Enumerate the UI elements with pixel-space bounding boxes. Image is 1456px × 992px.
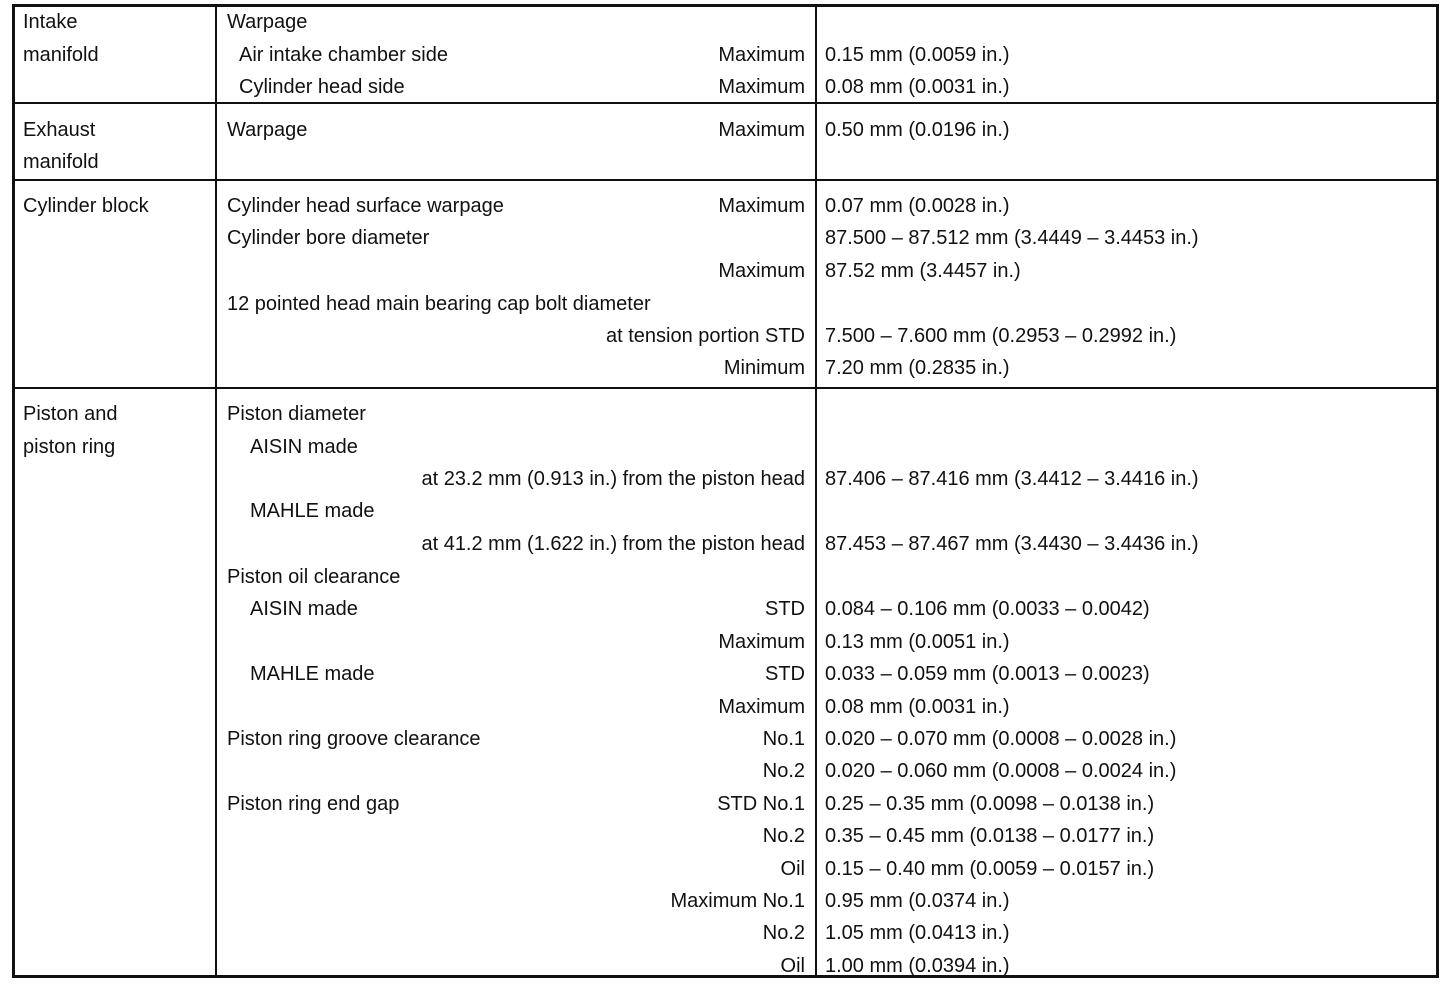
item-label: Warpage [227,119,308,141]
value-cell [817,7,1436,102]
item-cell [217,7,817,102]
item-label: Piston ring end gap [227,793,400,815]
item-label: Piston ring groove clearance [227,728,481,750]
item-label: Cylinder head side [239,76,405,98]
section-exhaust-manifold [15,104,1436,181]
category-label: Intake [23,11,78,33]
condition-label: Maximum [718,260,805,282]
spec-value: 87.52 mm (3.4457 in.) [825,260,1021,282]
category-cell [15,104,217,179]
item-label: Cylinder head surface warpage [227,195,504,217]
section-cylinder-block [15,181,1436,389]
item-label: AISIN made [250,598,358,620]
spec-value: 1.05 mm (0.0413 in.) [825,922,1010,944]
condition-label: Maximum [718,119,805,141]
spec-value: 7.500 – 7.600 mm (0.2953 – 0.2992 in.) [825,325,1177,347]
spec-value: 0.15 mm (0.0059 in.) [825,44,1010,66]
condition-label: Maximum No.1 [670,890,805,912]
section-piston-and-ring [15,389,1436,975]
category-label: manifold [23,44,99,66]
spec-value: 1.00 mm (0.0394 in.) [825,955,1010,977]
item-cell [217,389,817,975]
item-label: MAHLE made [250,663,375,685]
value-cell [817,389,1436,975]
condition-label: Maximum [718,44,805,66]
spec-value: 87.500 – 87.512 mm (3.4449 – 3.4453 in.) [825,227,1199,249]
spec-value: 87.453 – 87.467 mm (3.4430 – 3.4436 in.) [825,533,1199,555]
spec-value: 0.13 mm (0.0051 in.) [825,631,1010,653]
value-cell [817,181,1436,387]
spec-value: 0.07 mm (0.0028 in.) [825,195,1010,217]
item-cell [217,104,817,179]
condition-label: STD [765,663,805,685]
spec-value: 0.50 mm (0.0196 in.) [825,119,1010,141]
condition-label: Maximum [718,76,805,98]
item-label: 12 pointed head main bearing cap bolt diameter [227,293,651,315]
condition-label: No.2 [762,922,805,944]
spec-value: 0.95 mm (0.0374 in.) [825,890,1010,912]
condition-label: Maximum [718,696,805,718]
spec-table [12,4,1439,978]
condition-label: Maximum [718,195,805,217]
item-label: Piston diameter [227,403,366,425]
condition-label: at tension portion STD [606,325,805,347]
value-cell [817,104,1436,179]
category-label: Piston and [23,403,118,425]
spec-value: 0.08 mm (0.0031 in.) [825,76,1010,98]
spec-value: 7.20 mm (0.2835 in.) [825,357,1010,379]
item-cell [217,181,817,387]
condition-label: STD [765,598,805,620]
spec-value: 0.25 – 0.35 mm (0.0098 – 0.0138 in.) [825,793,1155,815]
spec-value: 0.08 mm (0.0031 in.) [825,696,1010,718]
item-label: Warpage [227,11,308,33]
condition-label: Minimum [723,357,805,379]
item-label: MAHLE made [250,500,375,522]
item-label: Piston oil clearance [227,566,401,588]
condition-label: STD No.1 [717,793,805,815]
condition-label: Oil [780,858,805,880]
item-label: Cylinder bore diameter [227,227,430,249]
item-label: Air intake chamber side [239,44,448,66]
spec-value: 87.406 – 87.416 mm (3.4412 – 3.4416 in.) [825,468,1199,490]
section-intake-manifold [15,7,1436,104]
spec-value: 0.033 – 0.059 mm (0.0013 – 0.0023) [825,663,1150,685]
condition-label: at 41.2 mm (1.622 in.) from the piston head [421,533,805,555]
category-label: Exhaust [23,119,96,141]
condition-label: at 23.2 mm (0.913 in.) from the piston head [421,468,805,490]
condition-label: No.1 [762,728,805,750]
category-label: manifold [23,151,99,173]
condition-label: No.2 [762,760,805,782]
category-cell [15,389,217,975]
item-label: AISIN made [250,436,358,458]
category-label: Cylinder block [23,195,149,217]
condition-label: Maximum [718,631,805,653]
spec-value: 0.35 – 0.45 mm (0.0138 – 0.0177 in.) [825,825,1155,847]
spec-value: 0.020 – 0.070 mm (0.0008 – 0.0028 in.) [825,728,1177,750]
condition-label: Oil [780,955,805,977]
condition-label: No.2 [762,825,805,847]
category-cell [15,181,217,387]
spec-value: 0.15 – 0.40 mm (0.0059 – 0.0157 in.) [825,858,1155,880]
category-label: piston ring [23,436,116,458]
category-cell [15,7,217,102]
spec-value: 0.084 – 0.106 mm (0.0033 – 0.0042) [825,598,1150,620]
spec-value: 0.020 – 0.060 mm (0.0008 – 0.0024 in.) [825,760,1177,782]
